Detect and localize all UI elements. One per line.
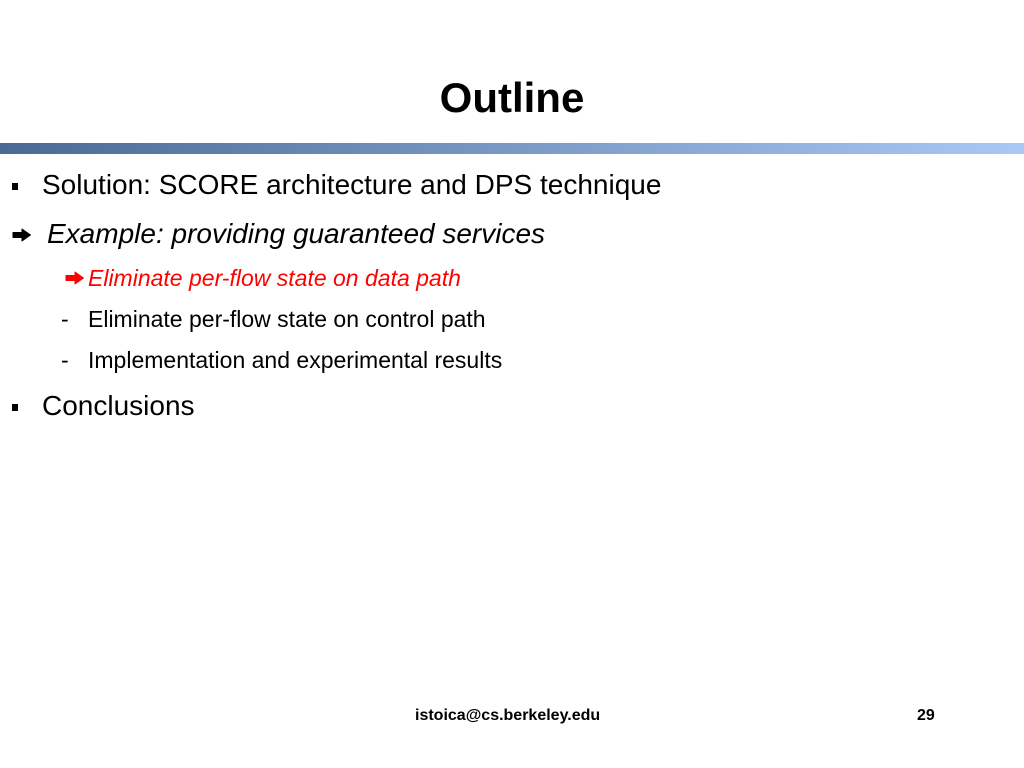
dash-bullet: - [61, 306, 69, 332]
slide-title: Outline [439, 74, 585, 121]
square-bullet-icon [12, 404, 18, 411]
outline-subitem-text: Eliminate per-flow state on control path [88, 306, 486, 332]
outline-item-text: Conclusions [42, 390, 195, 421]
page-number: 29 [917, 707, 935, 724]
square-bullet-icon [12, 183, 18, 190]
outline-item-text: Example: providing guaranteed services [47, 218, 546, 249]
arrow-right-icon [65, 271, 85, 285]
outline-subitem-text: Eliminate per-flow state on data path [88, 265, 461, 291]
outline-item-text: Solution: SCORE architecture and DPS technique [42, 169, 662, 200]
arrow-right-icon [12, 228, 32, 242]
dash-bullet: - [61, 347, 69, 373]
outline-subitem-text: Implementation and experimental results [88, 347, 503, 373]
footer-email: istoica@cs.berkeley.edu [415, 707, 601, 724]
